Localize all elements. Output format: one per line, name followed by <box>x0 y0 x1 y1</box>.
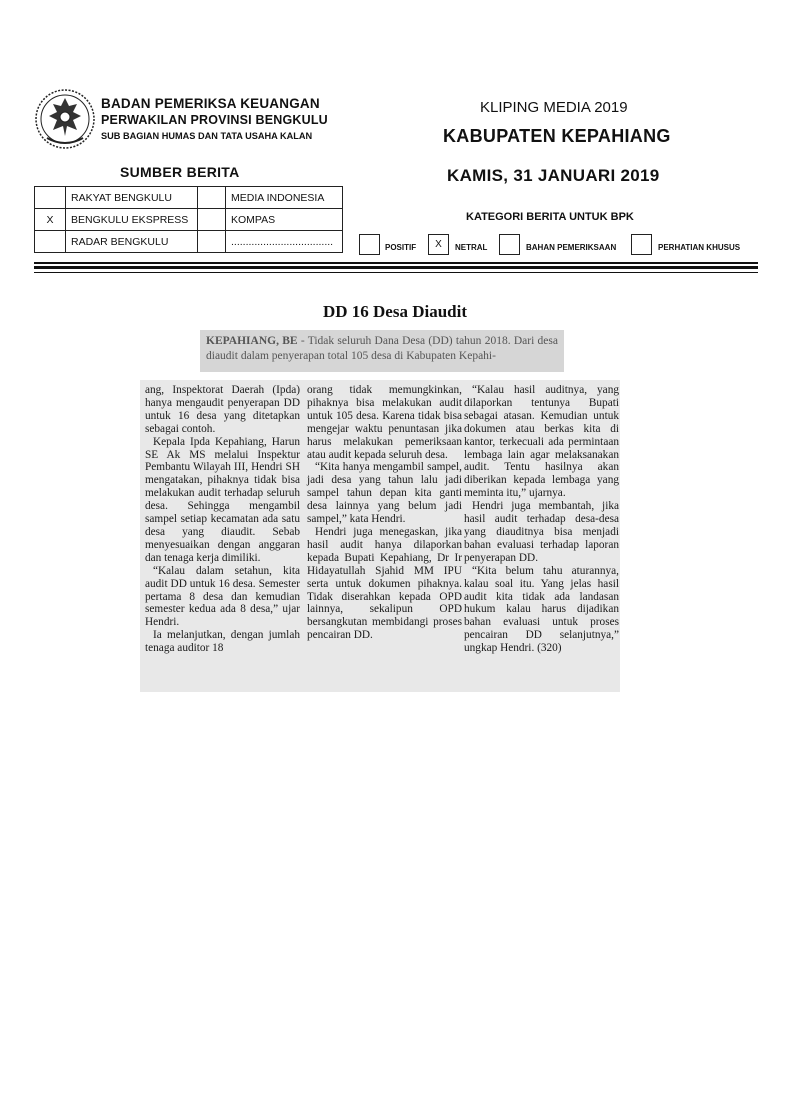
paragraph: Ia melanjutkan, dengan jumlah tenaga auditor 18 <box>145 629 300 655</box>
kategori-checkbox-netral[interactable]: X <box>428 234 449 255</box>
paragraph: “Kita hanya mengambil sampel, jadi desa yang tahun lalu jadi sampel tahun depan kita ganti desa lainnya yang belum jadi sampel,” kata Hendri. <box>307 461 462 526</box>
paragraph: Hendri juga membantah, jika hasil audit terhadap desa-desa yang diauditnya bisa menjadi bahan evaluasi terhadap laporan penyerapan DD. <box>464 500 619 564</box>
paragraph: Kepala Ipda Kepahiang, Harun SE Ak MS melalui Inspektur Pembantu Wilayah III, Hendri SH mengatakan, pihaknya tidak bisa melakukan audit terhadap seluruh desa. Sehingga mengambil sampel setiap kecamatan ada satu desa yang diaudit. Sebab menyesuaikan dengan anggaran dan tenaga kerja dimiliki. <box>145 435 300 564</box>
kategori-checkbox-positif[interactable] <box>359 234 380 255</box>
org-subdivision: SUB BAGIAN HUMAS DAN TATA USAHA KALAN <box>101 131 313 141</box>
kategori-checkbox-bahan[interactable] <box>499 234 520 255</box>
source-row <box>35 209 343 231</box>
divider <box>34 262 758 264</box>
paragraph: “Kalau hasil auditnya, yang dilaporkan tentunya Bupati sebagai atasan. Kemudian untuk dokumen atau berkas kita di kantor, terkecuali ada permintaan lembaga lain agar melaksanakan audit. Tentu hasilnya akan diberikan kepada lembaga yang meminta itu,” ujarnya. <box>464 384 619 500</box>
paragraph: “Kalau dalam setahun, kita audit DD untuk 16 desa. Semester pertama 8 desa dan kemudian semester kedua ada 8 desa,” ujar Hendri. <box>145 564 300 629</box>
source-name: BENGKULU EKSPRESS <box>66 209 198 231</box>
kategori-label: NETRAL <box>455 243 488 252</box>
org-name: BADAN PEMERIKSA KEUANGAN <box>101 96 320 111</box>
date-title: KAMIS, 31 JANUARI 2019 <box>447 166 660 185</box>
divider <box>34 272 758 273</box>
article-lead <box>200 330 564 372</box>
source-checkbox[interactable]: X <box>35 209 66 231</box>
source-row <box>35 187 343 209</box>
source-checkbox[interactable] <box>198 187 226 209</box>
source-name: MEDIA INDONESIA <box>226 187 343 209</box>
article-column-1 <box>145 384 300 655</box>
source-row <box>35 231 343 253</box>
source-checkbox[interactable] <box>35 231 66 253</box>
sumber-berita-title: SUMBER BERITA <box>120 164 240 180</box>
paragraph: orang tidak memungkinkan, pihaknya bisa melakukan audit untuk 105 desa. Karena tidak bisa mengejar waktu penuntasan jika harus melakukan pemeriksaan atau audit kepada seluruh desa. <box>307 384 462 461</box>
paragraph: ang, Inspektorat Daerah (Ipda) hanya mengaudit penyerapan DD untuk 16 desa yang ditetapkan sebagai contoh. <box>145 384 300 435</box>
source-checkbox[interactable] <box>35 187 66 209</box>
paragraph: “Kita belum tahu aturannya, kalau soal itu. Yang jelas hasil audit kita tidak ada landasan hukum kalau harus dijadikan bahan evaluasi untuk proses pencairan DD selanjutnya,” ungkap Hendri. (320) <box>464 564 619 655</box>
org-branch: PERWAKILAN PROVINSI BENGKULU <box>101 113 328 127</box>
article-column-3 <box>464 384 619 655</box>
kliping-title: KLIPING MEDIA 2019 <box>480 99 628 116</box>
kategori-checkbox-perhatian[interactable] <box>631 234 652 255</box>
source-name-blank: ................................... <box>226 231 343 253</box>
article-headline: DD 16 Desa Diaudit <box>322 302 468 321</box>
source-name: KOMPAS <box>226 209 343 231</box>
article-lead-text: - Tidak seluruh Dana Desa (DD) tahun 2018. Dari desa diaudit dalam penyerapan total 105 desa di Kabupaten Kepahi- <box>206 335 558 362</box>
bpk-emblem-icon <box>33 86 97 152</box>
kabupaten-title: KABUPATEN KEPAHIANG <box>443 126 671 146</box>
kategori-label: PERHATIAN KHUSUS <box>658 243 741 252</box>
source-checkbox[interactable] <box>198 209 226 231</box>
source-name: RAKYAT BENGKULU <box>66 187 198 209</box>
source-checkbox[interactable] <box>198 231 226 253</box>
paragraph: Hendri juga menegaskan, jika hasil audit hanya dilaporkan kepada Bupati Kepahiang, Dr Ir Hidayatullah Sjahid MM IPU serta untuk dokumen pihaknya. Tidak diserahkan kepada OPD lainnya, sekalipun OPD bersangkutan membidangi proses pencairan DD. <box>307 525 462 642</box>
kategori-title: KATEGORI BERITA UNTUK BPK <box>466 211 634 223</box>
article-dateline: KEPAHIANG, BE <box>206 335 298 347</box>
divider <box>34 266 758 269</box>
source-name: RADAR BENGKULU <box>66 231 198 253</box>
sumber-berita-table <box>34 186 343 253</box>
kategori-label: POSITIF <box>385 243 417 252</box>
kategori-label: BAHAN PEMERIKSAAN <box>526 243 617 252</box>
article-column-2 <box>307 384 462 642</box>
